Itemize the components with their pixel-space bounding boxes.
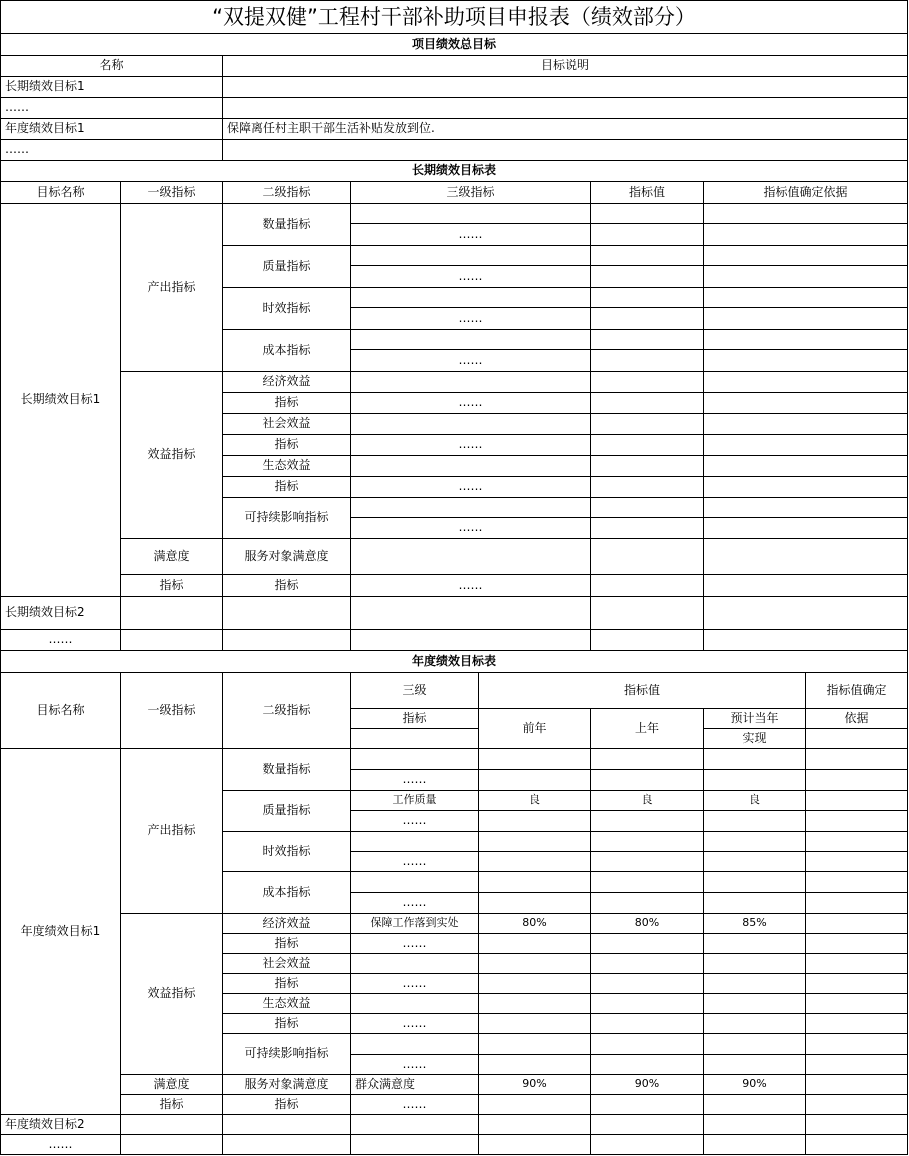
level2-benefit-item: 指标: [274, 935, 299, 950]
level2-benefit-item: 指标: [274, 395, 299, 410]
level2-benefit-item: 社会效益: [262, 416, 311, 431]
level2-output-item: 成本指标: [262, 884, 311, 899]
economic-indicator-name: 保障工作落到实处: [370, 916, 459, 930]
ellipsis-cell: ……: [402, 1096, 427, 1111]
summary-row-description: [223, 77, 907, 97]
annual-header-level3-sub: 指标: [402, 710, 427, 725]
ellipsis-cell: ……: [402, 813, 427, 828]
level2-benefit-item: 指标: [274, 437, 299, 452]
ellipsis-cell: ……: [458, 269, 483, 284]
level2-benefit-item: 经济效益: [262, 374, 311, 389]
long-term-header: 指标值确定依据: [763, 184, 848, 199]
form-title: “双提双健”工程村干部补助项目申报表（绩效部分）: [212, 4, 696, 29]
long-term-more: ……: [48, 632, 73, 647]
annual-header-prev-year: 前年: [522, 720, 547, 735]
level2-satisfaction: 服务对象满意度: [244, 548, 329, 563]
level1-satisfaction: 满意度: [153, 548, 190, 563]
ellipsis-cell: ……: [402, 853, 427, 868]
ellipsis-cell: ……: [402, 772, 427, 787]
grid-line: [350, 728, 479, 729]
ellipsis-cell: ……: [402, 1015, 427, 1030]
ellipsis-cell: ……: [458, 353, 483, 368]
satisfaction-last-value: 90%: [634, 1077, 660, 1091]
long-term-goal-1: 长期绩效目标1: [20, 392, 101, 407]
level2-output-item: 数量指标: [262, 216, 311, 231]
level2-benefit-item: 指标: [274, 479, 299, 494]
grid-line: [703, 181, 704, 651]
grid-line: [0, 596, 908, 597]
annual-header-last-year: 上年: [634, 720, 659, 735]
level2-indicator: 指标: [274, 577, 299, 592]
level2-output-item: 时效指标: [262, 843, 311, 858]
annual-header-level2: 二级指标: [262, 702, 311, 717]
level1-indicator: 指标: [159, 1096, 184, 1111]
level2-indicator: 指标: [274, 1096, 299, 1111]
annual-header-level3: 三级: [402, 682, 427, 697]
annual-header-expected: 预计当年: [730, 710, 779, 725]
summary-row-description: [223, 140, 907, 160]
level2-benefit-item: 生态效益: [262, 995, 311, 1010]
level2-benefit-item: 生态效益: [262, 458, 311, 473]
level1-benefit: 效益指标: [147, 986, 196, 1001]
level2-benefit-item: 指标: [274, 1015, 299, 1030]
economic-last-value: 80%: [634, 916, 660, 930]
quality-prev-value: 良: [529, 793, 540, 807]
level1-satisfaction: 满意度: [153, 1076, 190, 1091]
long-term-header: 二级指标: [262, 184, 311, 199]
summary-row-name: ……: [5, 142, 29, 157]
ellipsis-cell: ……: [458, 395, 483, 410]
level2-output-item: 时效指标: [262, 300, 311, 315]
section-title-long-term: 长期绩效目标表: [411, 163, 496, 178]
annual-goal-1: 年度绩效目标1: [20, 923, 101, 938]
level2-output-item: 质量指标: [262, 803, 311, 818]
level2-benefit-item: 可持续影响指标: [244, 510, 329, 525]
grid-line: [0, 1134, 908, 1135]
level2-benefit-item: 指标: [274, 975, 299, 990]
level2-benefit-item: 经济效益: [262, 915, 311, 930]
annual-header-goal: 目标名称: [36, 702, 85, 717]
satisfaction-prev-value: 90%: [522, 1077, 547, 1091]
grid-line: [0, 1154, 908, 1155]
ellipsis-cell: ……: [458, 577, 483, 592]
ellipsis-cell: ……: [402, 975, 427, 990]
level2-output-item: 质量指标: [262, 258, 311, 273]
ellipsis-cell: ……: [458, 437, 483, 452]
annual-header-basis-sub: 依据: [844, 710, 869, 725]
annual-header-value: 指标值: [623, 682, 660, 697]
ellipsis-cell: ……: [458, 520, 483, 535]
annual-header-basis: 指标值确定: [826, 682, 887, 697]
grid-line: [0, 1114, 908, 1115]
grid-line: [350, 307, 908, 308]
level2-benefit-item: 可持续影响指标: [244, 1046, 329, 1061]
annual-header-expected-sub: 实现: [742, 730, 767, 745]
level1-output: 产出指标: [147, 279, 196, 294]
summary-row-description: [223, 98, 907, 118]
grid-line: [350, 265, 908, 266]
economic-prev-value: 80%: [522, 916, 547, 930]
annual-goal-2: 年度绩效目标2: [5, 1116, 85, 1131]
long-term-header: 一级指标: [147, 184, 196, 199]
level2-satisfaction: 服务对象满意度: [244, 1076, 329, 1091]
level1-indicator: 指标: [159, 577, 184, 592]
level1-benefit: 效益指标: [147, 447, 196, 462]
grid-line: [907, 0, 908, 1155]
summary-row-name: 年度绩效目标1: [5, 121, 85, 136]
summary-row-description: 保障离任村主职干部生活补贴发放到位.: [227, 121, 435, 136]
summary-row-name: ……: [5, 100, 29, 115]
grid-line: [590, 181, 591, 651]
long-term-goal-2: 长期绩效目标2: [5, 605, 85, 620]
level2-output-item: 成本指标: [262, 342, 311, 357]
economic-expected-value: 85%: [742, 916, 767, 930]
section-title-annual: 年度绩效目标表: [411, 653, 496, 668]
long-term-header: 目标名称: [36, 184, 85, 199]
satisfaction-indicator-name: 群众满意度: [355, 1076, 416, 1091]
section-title-summary: 项目绩效总目标: [411, 36, 496, 51]
ellipsis-cell: ……: [402, 895, 427, 910]
ellipsis-cell: ……: [458, 227, 483, 242]
ellipsis-cell: ……: [402, 1056, 427, 1071]
level2-output-item: 数量指标: [262, 761, 311, 776]
quality-expected-value: 良: [749, 793, 760, 807]
ellipsis-cell: ……: [458, 311, 483, 326]
grid-line: [0, 629, 908, 630]
summary-row-name: 长期绩效目标1: [5, 79, 85, 94]
ellipsis-cell: ……: [402, 935, 427, 950]
long-term-header: 指标值: [628, 184, 665, 199]
long-term-header: 三级指标: [446, 184, 495, 199]
quality-indicator-name: 工作质量: [392, 793, 437, 807]
satisfaction-expected-value: 90%: [742, 1077, 767, 1091]
quality-last-value: 良: [641, 793, 653, 807]
annual-more: ……: [48, 1136, 73, 1151]
grid-line: [350, 223, 908, 224]
ellipsis-cell: ……: [458, 479, 483, 494]
annual-header-level1: 一级指标: [147, 702, 196, 717]
level2-benefit-item: 社会效益: [262, 955, 311, 970]
column-header-name: 名称: [99, 58, 124, 73]
level1-output: 产出指标: [147, 823, 196, 838]
column-header-description: 目标说明: [540, 58, 589, 73]
grid-line: [350, 349, 908, 350]
